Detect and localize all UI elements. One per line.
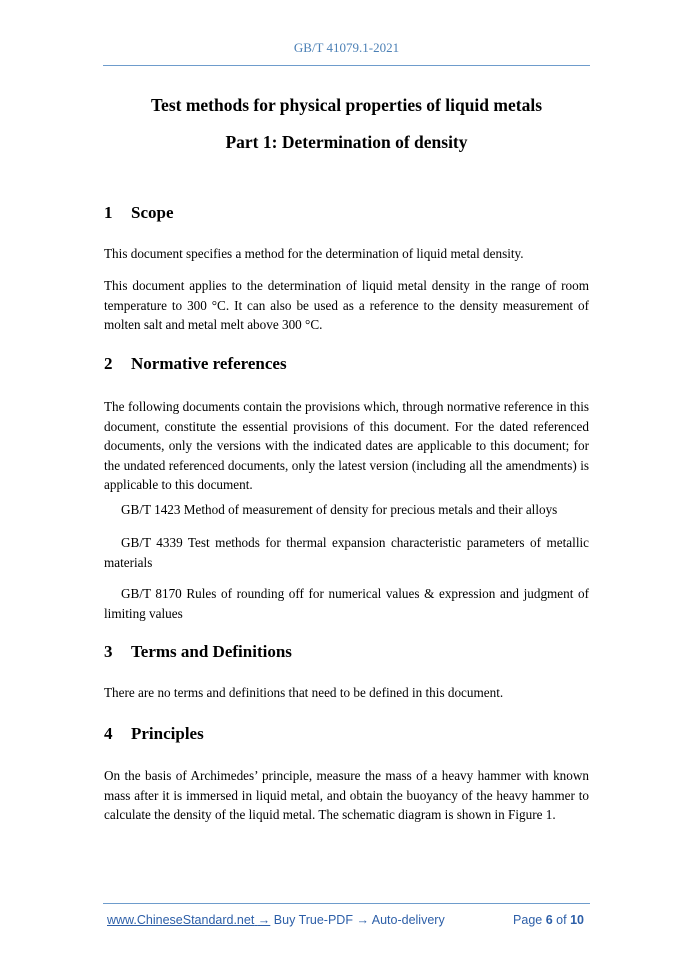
- page-indicator: Page 6 of 10: [513, 913, 584, 927]
- paragraph: This document specifies a method for the determination of liquid metal density.: [104, 246, 524, 261]
- reference-item: GB/T 8170 Rules of rounding off for numerical values & expression and judgment of limiting values: [104, 586, 589, 621]
- section-number: 1: [104, 203, 113, 222]
- reference-item: GB/T 1423 Method of measurement of density for precious metals and their alloys: [121, 502, 558, 517]
- footer-divider: [103, 903, 590, 904]
- website-link[interactable]: www.ChineseStandard.net →: [107, 913, 271, 927]
- document-code: GB/T 41079.1-2021: [293, 40, 400, 55]
- page-current: 6: [545, 913, 553, 927]
- paragraph: There are no terms and definitions that need to be defined in this document.: [104, 685, 504, 700]
- buy-pdf-link: Buy True-PDF: [273, 913, 353, 927]
- section-number: 2: [104, 354, 113, 373]
- section-heading-scope: [104, 203, 174, 223]
- footer: [107, 913, 587, 927]
- section-title: Normative references: [131, 354, 287, 373]
- auto-delivery-text: Auto-delivery: [371, 913, 445, 927]
- header-divider: [103, 65, 590, 66]
- section-number: 4: [104, 724, 113, 743]
- section-number: 3: [104, 642, 113, 661]
- document-title: Test methods for physical properties of liquid metals: [150, 95, 542, 115]
- paragraph: The following documents contain the provisions which, through normative reference in this document, constitute the essential provisions of this document. For the dated referenced documents, only the versions with the indicated dates are applicable to this document; for the undated referenced documents, only the latest version (including all the amendments) is applicable to this document.: [104, 399, 589, 492]
- section-heading-principles: [104, 724, 204, 744]
- paragraph: On the basis of Archimedes’ principle, measure the mass of a heavy hammer with known mass after it is immersed in liquid metal, and obtain the buoyancy of the heavy hammer to calculate the density of the liquid metal. The schematic diagram is shown in Figure 1.: [104, 768, 589, 822]
- section-title: Principles: [131, 724, 204, 743]
- section-title: Scope: [131, 203, 174, 222]
- section-title: Terms and Definitions: [131, 642, 292, 661]
- section-heading-terms: [104, 642, 292, 662]
- page-total: 10: [570, 913, 584, 927]
- section-heading-normative-references: [104, 354, 287, 374]
- document-subtitle: Part 1: Determination of density: [225, 132, 468, 152]
- paragraph: This document applies to the determination of liquid metal density in the range of room temperature to 300 °C. It can also be used as a reference to the density measurement of molten salt and metal melt above 300 °C.: [104, 278, 589, 332]
- arrow-icon: →: [257, 913, 271, 927]
- reference-item: GB/T 4339 Test methods for thermal expansion characteristic parameters of metallic materials: [104, 535, 589, 570]
- arrow-icon: →: [356, 913, 369, 927]
